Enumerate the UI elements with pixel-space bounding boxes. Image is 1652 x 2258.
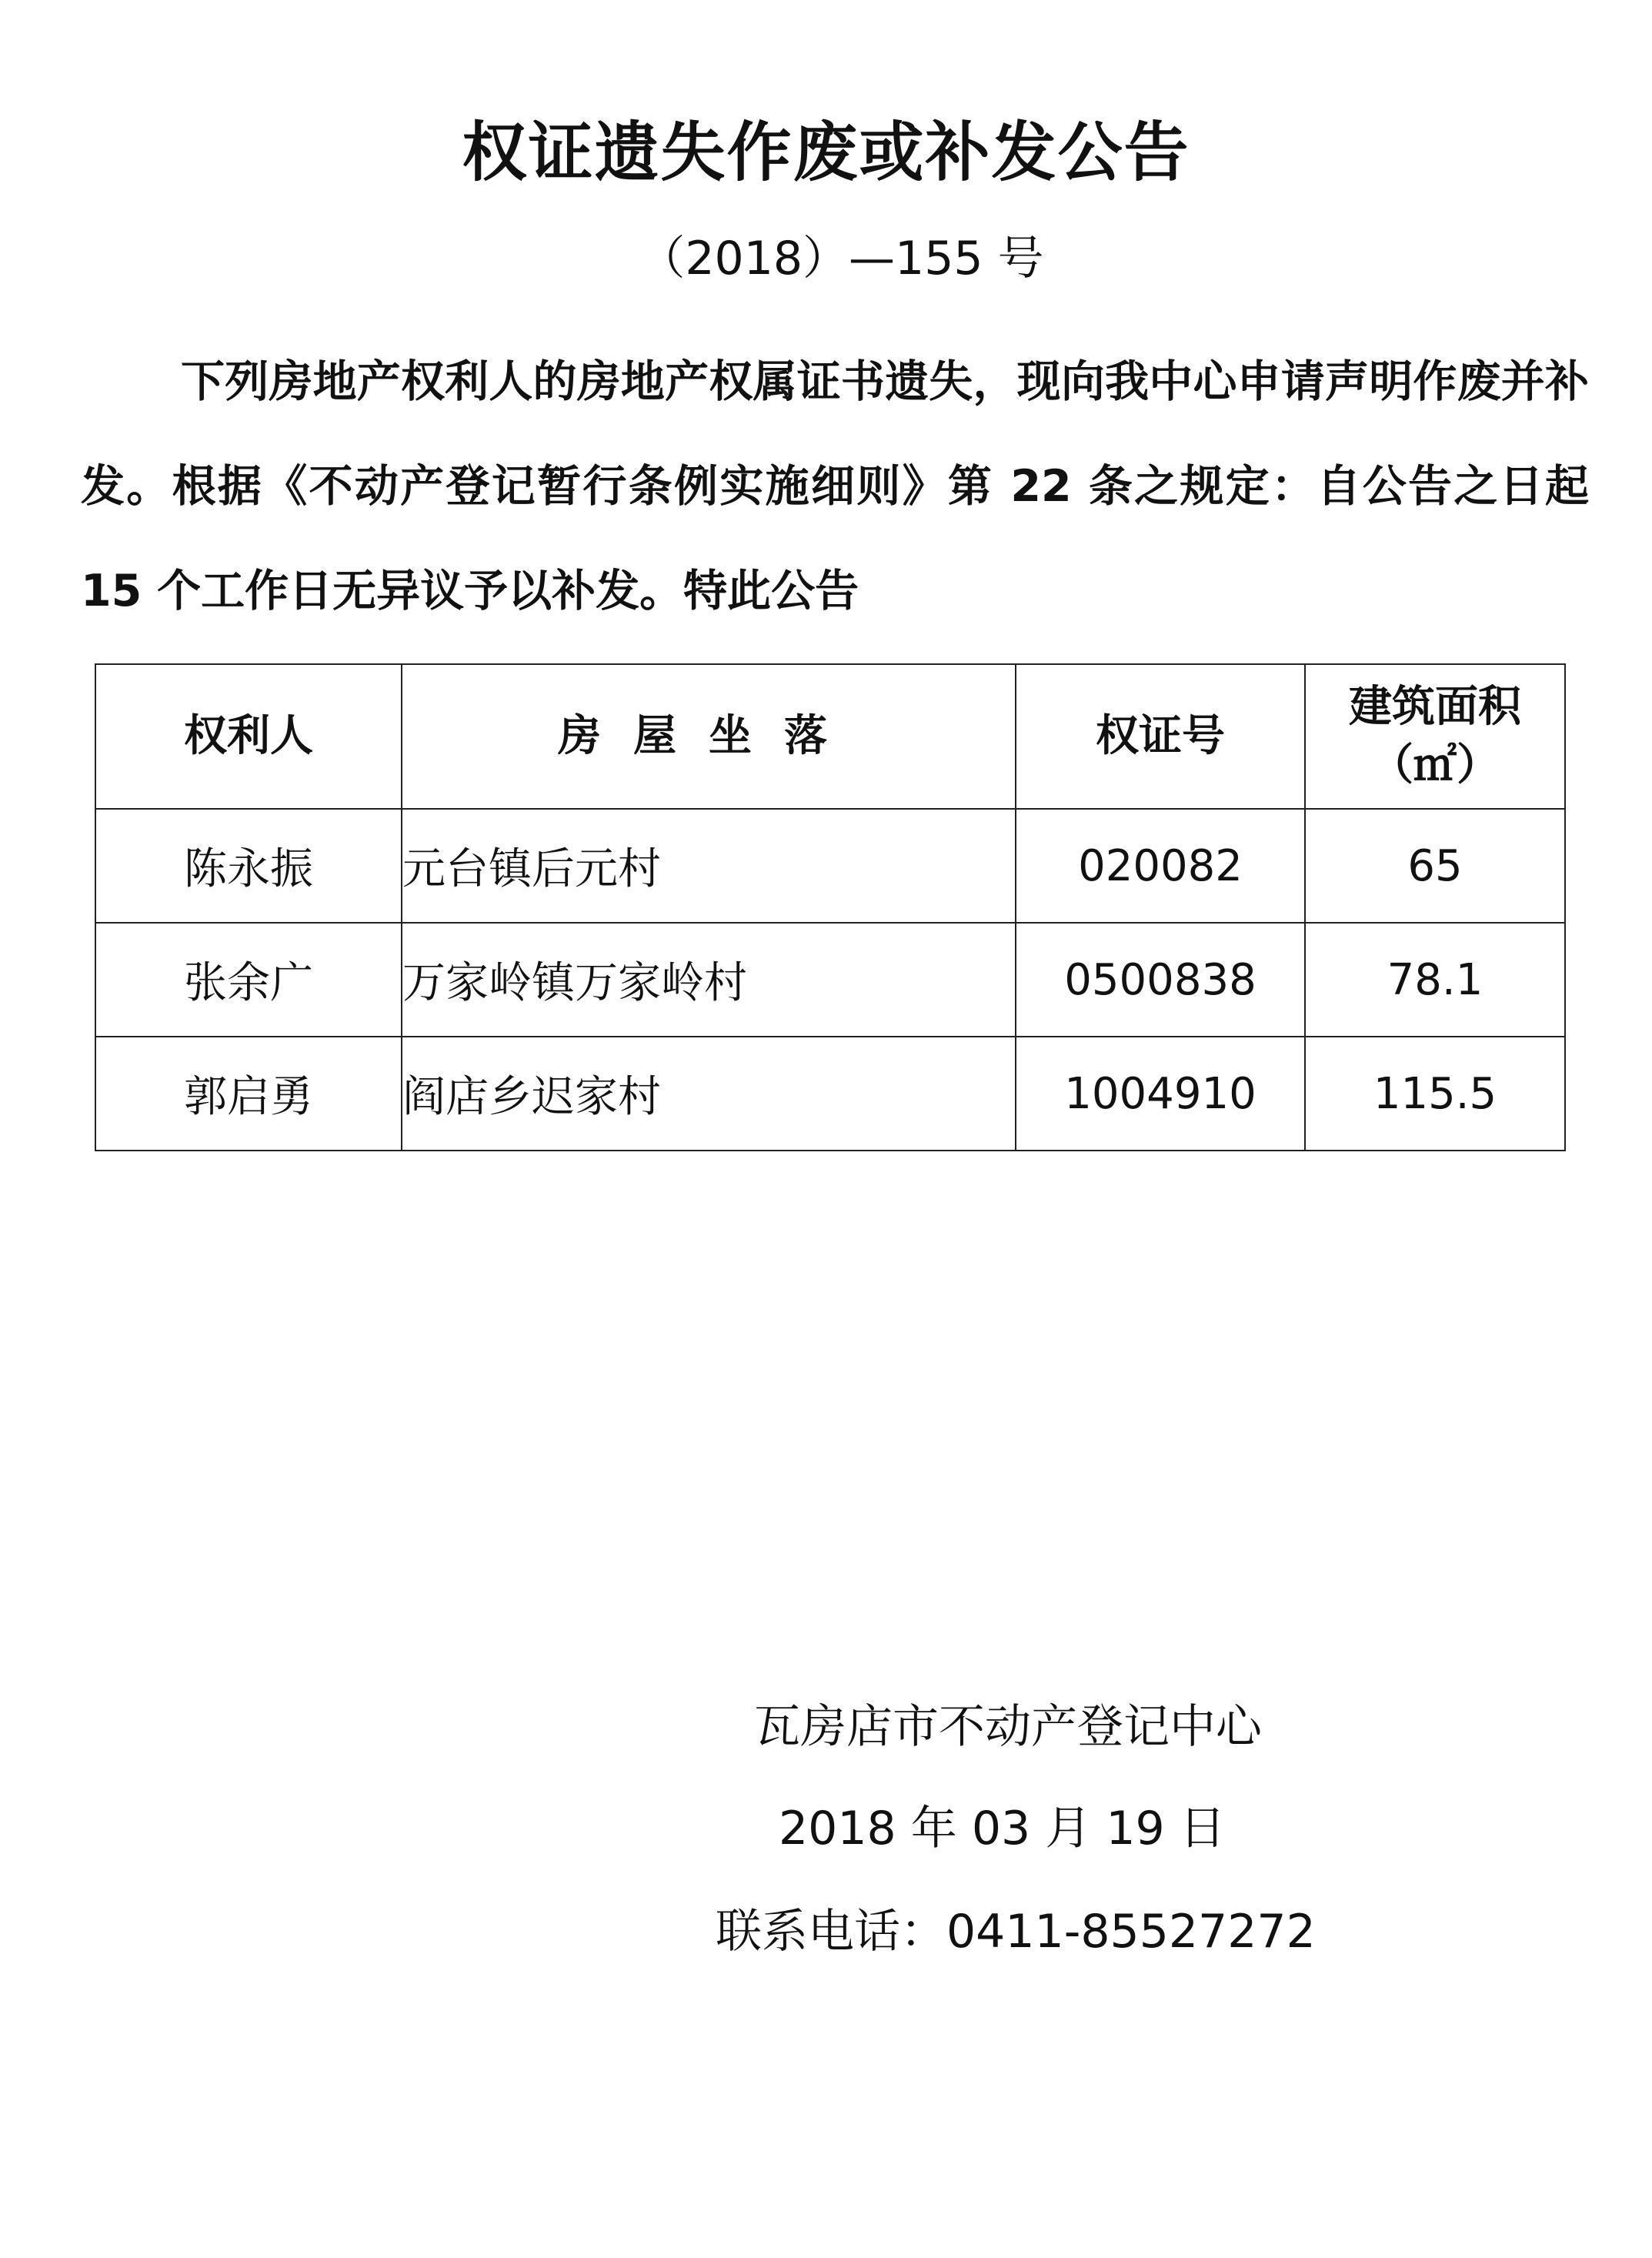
cell-property-location: 万家岭镇万家岭村 (402, 923, 1016, 1037)
notice-body: 下列房地产权利人的房地产权属证书遗失，现向我中心申请声明作废并补发。根据《不动产登记暂行条例实施细则》第 22 条之规定：自公告之日起 15 个工作日无异议予以补发。特此公告 (81, 356, 1589, 616)
cell-rights-holder: 张余广 (95, 923, 402, 1037)
header-property-location (402, 664, 1016, 809)
cell-floor-area: 115.5 (1305, 1037, 1565, 1151)
issuing-office: 瓦房店市不动产登记中心 (754, 1700, 1262, 1754)
table-row (95, 1037, 1565, 1151)
contact-phone: 0411-85527272 (946, 1905, 1316, 1959)
header-property-location-label: 房屋坐落 (558, 711, 859, 761)
cell-floor-area: 78.1 (1305, 923, 1565, 1037)
cell-rights-holder: 陈永振 (95, 809, 402, 923)
header-floor-area-unit: （㎡） (1370, 740, 1500, 790)
issue-date: 2018 年 03 月 19 日 (779, 1802, 1226, 1856)
header-rights-holder (95, 664, 402, 809)
cell-property-location: 元台镇后元村 (402, 809, 1016, 923)
header-certificate-number (1016, 664, 1305, 809)
cell-certificate-number: 1004910 (1016, 1037, 1305, 1151)
cell-certificate-number: 020082 (1016, 809, 1305, 923)
table-row (95, 923, 1565, 1037)
contact-line (0, 1901, 1652, 1962)
header-floor-area-label: 建筑面积 (1349, 682, 1521, 732)
header-floor-area (1305, 664, 1565, 809)
cell-certificate-number: 0500838 (1016, 923, 1305, 1037)
header-certificate-number-label: 权证号 (1096, 711, 1225, 761)
table-header-row (95, 664, 1565, 809)
notice-title: 权证遗失作废或补发公告 (462, 115, 1190, 190)
notice-number: （2018）—155 号 (639, 232, 1044, 286)
table-row (95, 809, 1565, 923)
header-rights-holder-label: 权利人 (184, 711, 313, 761)
contact-label: 联系电话： (716, 1905, 946, 1959)
cell-property-location: 阎店乡迟家村 (402, 1037, 1016, 1151)
cell-floor-area: 65 (1305, 809, 1565, 923)
cell-rights-holder: 郭启勇 (95, 1037, 402, 1151)
lost-certificates-table (95, 663, 1566, 1151)
